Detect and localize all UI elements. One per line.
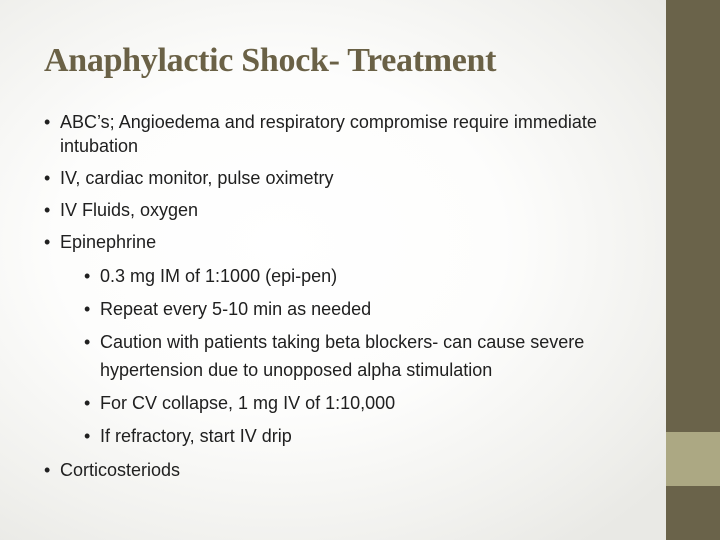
sub-bullet-item: • Caution with patients taking beta blockers- can cause severe hypertension due to unopposed alpha stimulation [84, 328, 654, 384]
sub-bullet-item: • 0.3 mg IM of 1:1000 (epi-pen) [84, 262, 654, 290]
sub-bullet-item: • Repeat every 5-10 min as needed [84, 295, 654, 323]
bullet-list [44, 110, 654, 490]
bullet-item: • Corticosteriods [44, 458, 654, 482]
slide-title: Anaphylactic Shock- Treatment [44, 42, 497, 79]
bullet-item-epinephrine [44, 230, 654, 450]
bullet-item: • ABC’s; Angioedema and respiratory compromise require immediate intubation [44, 110, 654, 158]
bullet-item: • IV, cardiac monitor, pulse oximetry [44, 166, 654, 190]
bullet-item: • IV Fluids, oxygen [44, 198, 654, 222]
bullet-item-label: Epinephrine [60, 232, 157, 252]
sub-bullet-item: • For CV collapse, 1 mg IV of 1:10,000 [84, 389, 654, 417]
sub-bullet-item: • If refractory, start IV drip [84, 422, 654, 450]
sub-bullet-list [60, 262, 654, 450]
sidebar-accent-block [666, 432, 720, 486]
